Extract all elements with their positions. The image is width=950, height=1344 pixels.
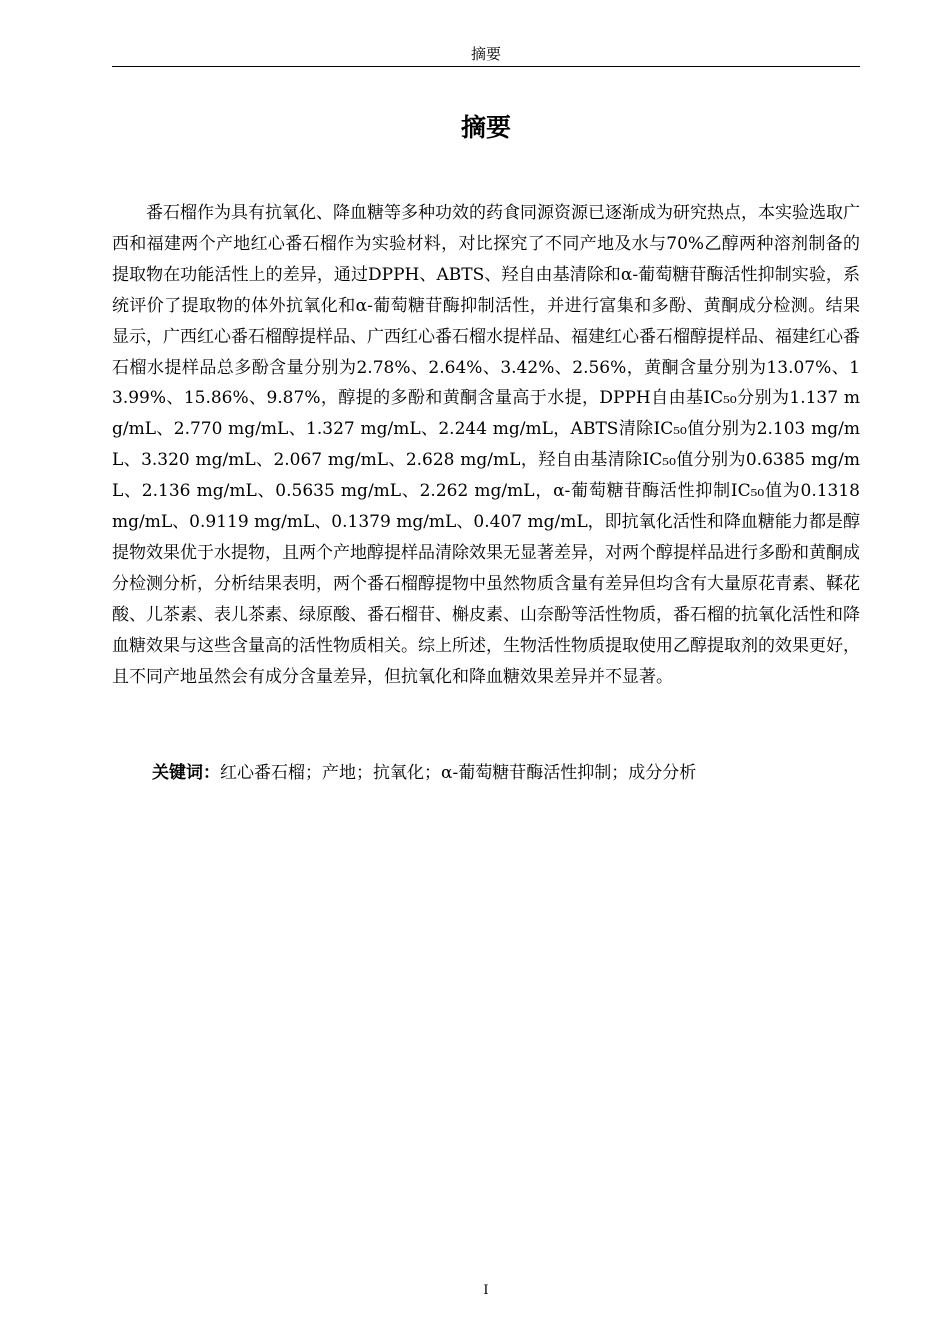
running-header: 摘要 [470, 45, 501, 63]
page-number: I [483, 1283, 489, 1298]
keywords-text: 红心番石榴；产地；抗氧化；α-葡萄糖苷酶活性抑制；成分分析 [220, 763, 697, 783]
abstract-body: 番石榴作为具有抗氧化、降血糖等多种功效的药食同源资源已逐渐成为研究热点，本实验选取广西和福建两个产地红心番石榴作为实验材料，对比探究了不同产地及水与70%乙醇两种溶剂制备的提取物在功能活性上的差异，通过DPPH、ABTS、羟自由基清除和α-葡萄糖苷酶活性抑制实验，系统评价了提取物的体外抗氧化和α-葡萄糖苷酶抑制活性，并进行富集和多酚、黄酮成分检测。结果显示，广西红心番石榴醇提样品、广西红心番石榴水提样品、福建红心番石榴醇提样品、福建红心番石榴水提样品总多酚含量分别为2.78%、2.64%、3.42%、2.56%，黄酮含量分别为13.07%、13.99%、15.86%、9.87%，醇提的多酚和黄酮含量高于水提，DPPH自由基IC₅₀分别为1.137 mg/mL、2.770 mg/mL、1.327 mg/mL、2.244 mg/mL，ABTS清除IC₅₀值分别为2.103 mg/mL、3.320 mg/mL、2.067 mg/mL、2.628 mg/mL，羟自由基清除IC₅₀值分别为0.6385 mg/mL、2.136 mg/mL、0.5635 mg/mL、2.262 mg/mL，α-葡萄糖苷酶活性抑制IC₅₀值为0.1318 mg/mL、0.9119 mg/mL、0.1379 mg/mL、0.407 mg/mL，即抗氧化活性和降血糖能力都是醇提物效果优于水提物，且两个产地醇提样品清除效果无显著差异，对两个醇提样品进行多酚和黄酮成分检测分析，分析结果表明，两个番石榴醇提物中虽然物质含量有差异但均含有大量原花青素、鞣花酸、儿茶素、表儿茶素、绿原酸、番石榴苷、槲皮素、山奈酚等活性物质，番石榴的抗氧化活性和降血糖效果与这些含量高的活性物质相关。综上所述，生物活性物质提取使用乙醇提取剂的效果更好，且不同产地虽然会有成分含量差异，但抗氧化和降血糖效果差异并不显著。 [112, 203, 860, 687]
header-rule [112, 66, 860, 67]
keywords-line [152, 758, 860, 788]
page-title: 摘要 [460, 113, 511, 142]
keywords-label: 关键词： [152, 763, 220, 783]
